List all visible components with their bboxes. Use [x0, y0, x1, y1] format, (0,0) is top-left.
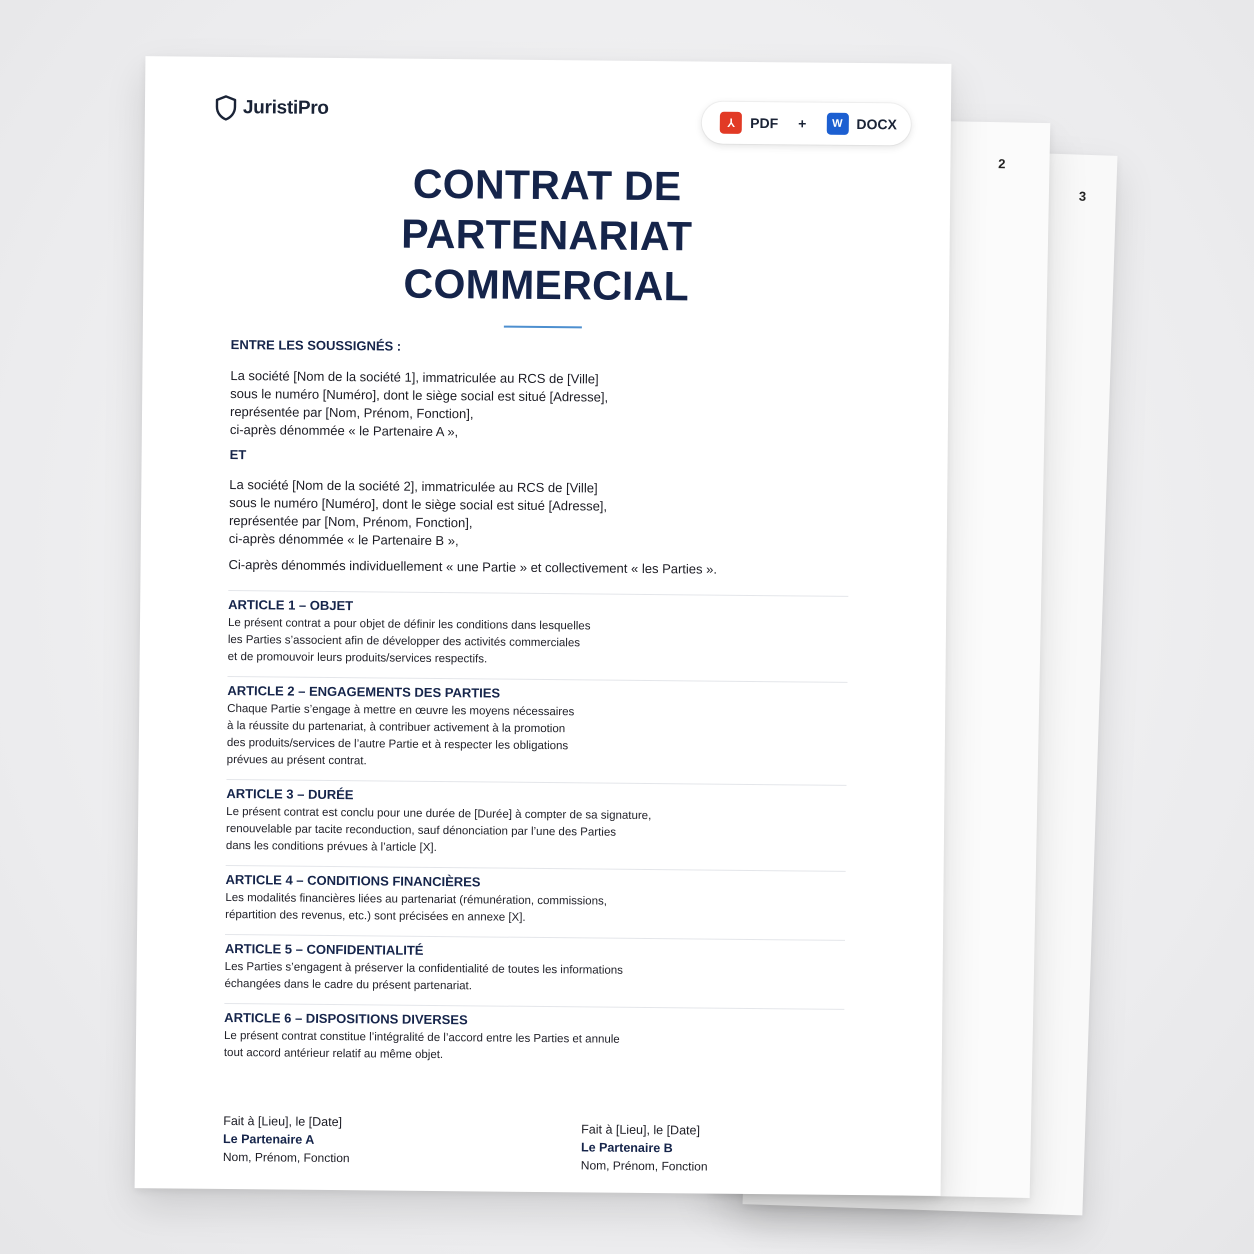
article-text: Chaque Partie s’engage à mettre en œuvre les moyens nécessaires à la réussite du partenariat, à contribuer activement à la promotion des produits/services de l’autre Partie et à respecter les obligations prévues au présent contrat. [226, 702, 575, 768]
brand-name: JuristiPro [242, 97, 329, 119]
et-separator: ET [229, 446, 247, 463]
party-a-paragraph: La société [Nom de la société 1], immatriculée au RCS de [Ville] sous le numéro [Numéro], dont le siège social est situé [Adresse], représentée par [Nom, Prénom, Fonction], ci-après dénommée « le Partenaire A », [229, 367, 609, 440]
page-number: 2 [998, 156, 1006, 172]
title-line: COMMERCIAL [403, 260, 690, 310]
article-title: ARTICLE 3 – DURÉE [226, 785, 354, 803]
parties-heading: ENTRE LES SOUSSIGNÉS : [230, 336, 402, 354]
contract-body [224, 337, 851, 1078]
plus-sign: + [798, 115, 807, 132]
article-text: Le présent contrat constitue l’intégralité de l’accord entre les Parties et annule tout accord antérieur relatif au même objet. [223, 1029, 620, 1062]
collective-definition: Ci-après dénommés individuellement « une Partie » et collectivement « les Parties ». [228, 556, 718, 577]
page-1-sheet [135, 56, 952, 1196]
signature-party: Le Partenaire A [222, 1131, 315, 1147]
format-badge [702, 102, 911, 146]
shield-icon [215, 95, 237, 121]
article-text: Les Parties s’engagent à préserver la confidentialité de toutes les informations échangées dans le cadre du présent partenariat. [224, 960, 624, 993]
article-1 [228, 590, 849, 672]
page-number: 3 [1078, 188, 1087, 204]
article-3 [226, 779, 847, 861]
signature-block-b [581, 1120, 708, 1175]
pdf-icon: ⅄ [720, 112, 742, 134]
signature-party: Le Partenaire B [580, 1140, 673, 1156]
article-2 [227, 676, 848, 775]
signature-block-a [223, 1112, 350, 1167]
signature-place-date: Fait à [Lieu], le [Date] [581, 1122, 701, 1138]
article-title: ARTICLE 2 – ENGAGEMENTS DES PARTIES [227, 682, 501, 701]
title-line: PARTENARIAT [401, 210, 693, 260]
article-text: Le présent contrat a pour objet de définir les conditions dans lesquelles les Parties s’associent afin de développer des activités commerciales et de promouvoir leurs produits/services respectifs. [227, 616, 591, 666]
title-line: CONTRAT DE [412, 160, 682, 210]
article-text: Le présent contrat est conclu pour une durée de [Durée] à compter de sa signature, renouvelable par tacite reconduction, sauf dénonciation par l’une des Parties dans les conditions prévues à l’article [X]. [225, 805, 652, 854]
article-6 [224, 1003, 845, 1068]
word-icon: W [826, 113, 848, 135]
pdf-label: PDF [750, 114, 779, 132]
signature-place-date: Fait à [Lieu], le [Date] [223, 1113, 343, 1130]
docx-label: DOCX [856, 115, 897, 133]
title-divider [504, 326, 582, 329]
article-title: ARTICLE 1 – OBJET [228, 596, 354, 614]
article-5 [224, 934, 845, 999]
article-title: ARTICLE 6 – DISPOSITIONS DIVERSES [224, 1009, 468, 1028]
signature-role: Nom, Prénom, Fonction [222, 1149, 350, 1166]
article-4 [225, 865, 846, 930]
article-title: ARTICLE 4 – CONDITIONS FINANCIÈRES [225, 871, 481, 890]
party-b-paragraph: La société [Nom de la société 2], immatriculée au RCS de [Ville] sous le numéro [Numéro], dont le siège social est situé [Adresse], représentée par [Nom, Prénom, Fonction], ci-après dénommée « le Partenaire B », [228, 476, 608, 549]
article-text: Les modalités financières liées au partenariat (rémunération, commissions, répartition des revenus, etc.) sont précisées en annexe [X]. [225, 891, 608, 924]
brand-logo [215, 95, 329, 122]
article-title: ARTICLE 5 – CONFIDENTIALITÉ [224, 940, 424, 958]
signature-role: Nom, Prénom, Fonction [580, 1158, 708, 1174]
document-title [143, 156, 950, 314]
